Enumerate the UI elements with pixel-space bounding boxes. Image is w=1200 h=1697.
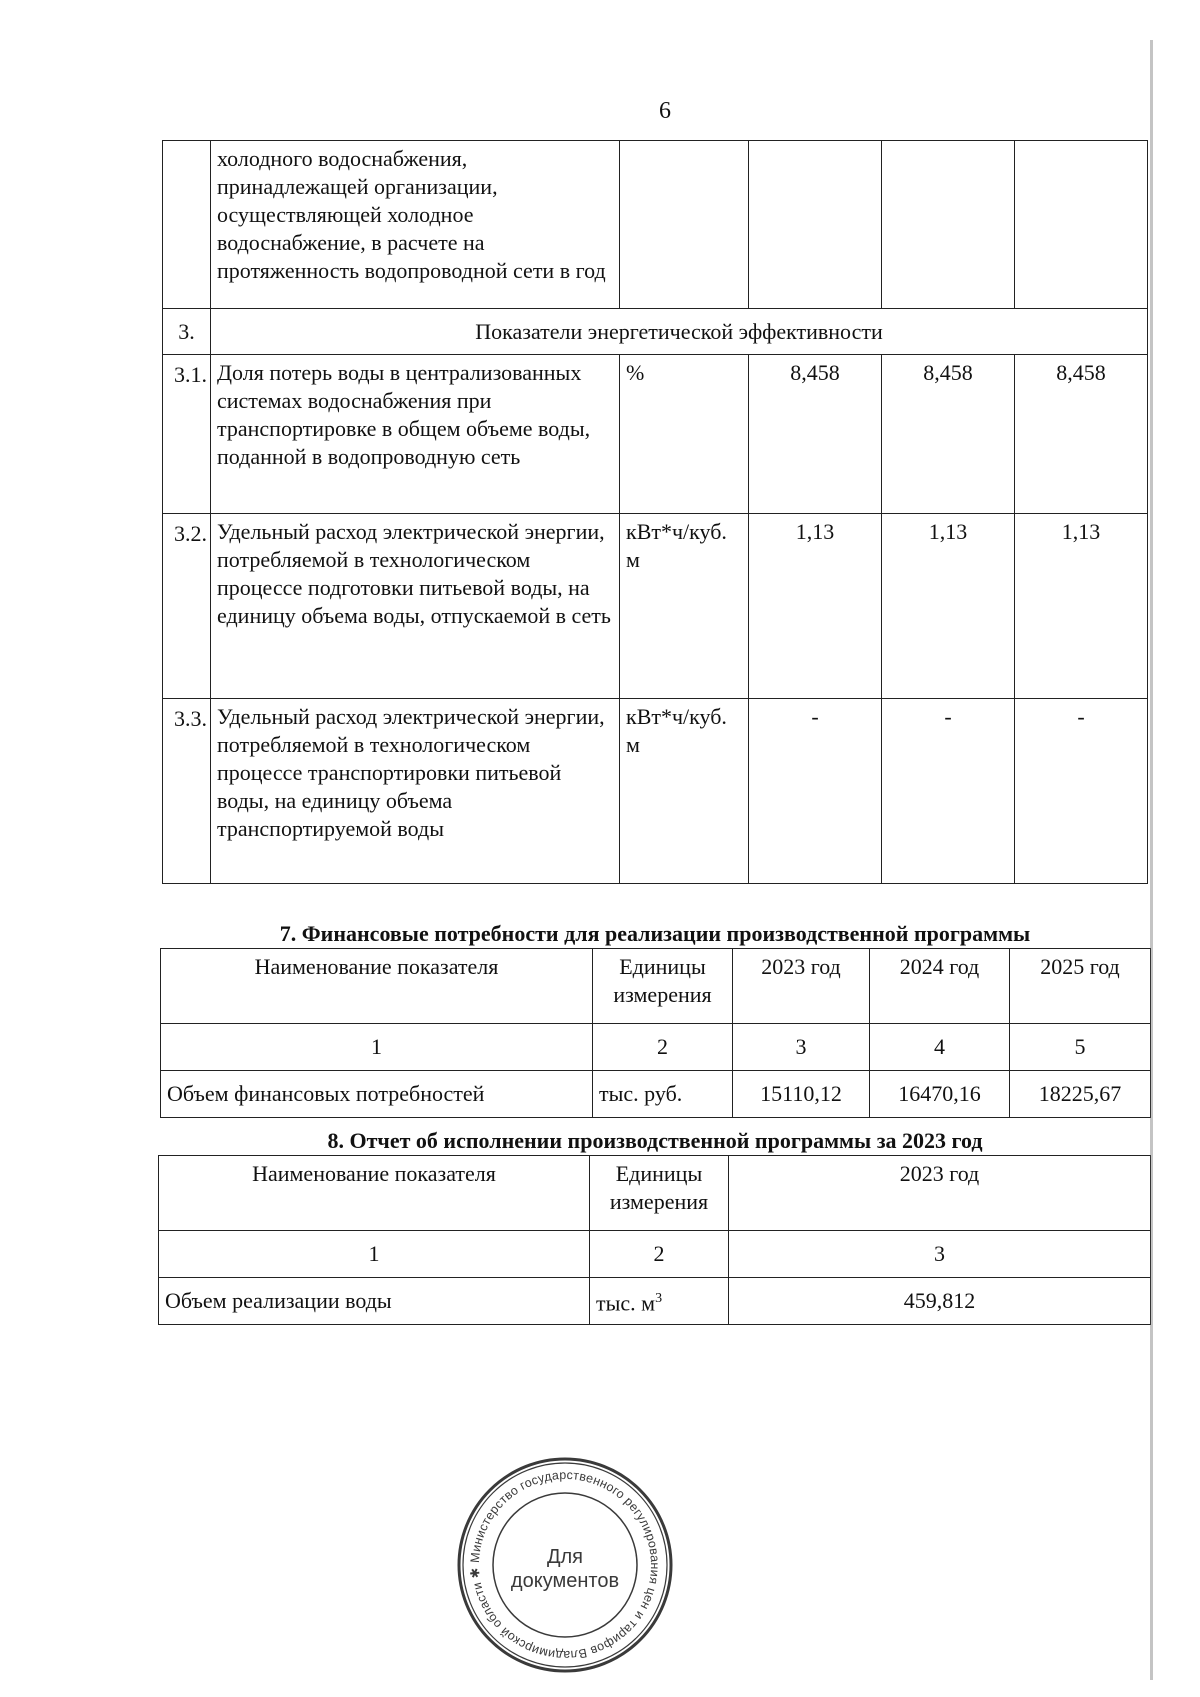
value-2023: 1,13: [749, 514, 882, 699]
stamp-center-line-2: документов: [510, 1570, 620, 1592]
stamp-ring-text: Министерство государственного регулирования цен и тарифов Владимирской области ✱: [467, 1467, 663, 1663]
column-header: Единицы измерения: [590, 1156, 729, 1231]
index-row: [161, 1024, 1151, 1071]
column-index: 2: [593, 1024, 733, 1071]
value-2025: 1,13: [1015, 514, 1148, 699]
column-header: Наименование показателя: [159, 1156, 590, 1231]
table-row: [161, 1071, 1151, 1118]
indicator-unit: %: [620, 355, 749, 514]
row-number: 3.1.: [163, 355, 211, 514]
table-row: [163, 355, 1148, 514]
indicator-unit: кВт*ч/куб. м: [620, 514, 749, 699]
page-edge-line: [1150, 40, 1153, 1680]
table-row: [159, 1278, 1151, 1325]
index-row: [159, 1231, 1151, 1278]
value-2023: 15110,12: [733, 1071, 870, 1118]
financial-needs-table: [160, 948, 1151, 1118]
program-report-table: [158, 1155, 1151, 1325]
column-index: 5: [1010, 1024, 1151, 1071]
value-2025: -: [1015, 699, 1148, 884]
table-row: [163, 699, 1148, 884]
value-2024: 16470,16: [870, 1071, 1010, 1118]
value-2025: 8,458: [1015, 355, 1148, 514]
value-2023: -: [749, 699, 882, 884]
indicator-unit: тыс. руб.: [593, 1071, 733, 1118]
column-index: 1: [161, 1024, 593, 1071]
value-2024: 8,458: [882, 355, 1015, 514]
section-number: 3.: [163, 309, 211, 355]
column-index: 2: [590, 1231, 729, 1278]
section-title: Показатели энергетической эффективности: [211, 309, 1148, 355]
official-stamp: [455, 1455, 675, 1675]
header-row: [161, 949, 1151, 1024]
indicator-name: Доля потерь воды в централизованных системах водоснабжения при транспортировке в общем объеме воды, поданной в водопроводную сеть: [211, 355, 620, 514]
indicators-table: [162, 140, 1148, 884]
page-number: 6: [659, 98, 671, 124]
value-2024: 1,13: [882, 514, 1015, 699]
table-row: [163, 514, 1148, 699]
column-header: Единицы измерения: [593, 949, 733, 1024]
column-index: 3: [733, 1024, 870, 1071]
column-header: 2024 год: [870, 949, 1010, 1024]
column-index: 4: [870, 1024, 1010, 1071]
value-2024: -: [882, 699, 1015, 884]
indicator-unit: кВт*ч/куб. м: [620, 699, 749, 884]
row-number: [163, 141, 211, 309]
value-2023: 8,458: [749, 355, 882, 514]
column-index: 3: [729, 1231, 1151, 1278]
report-value-2023: 459,812: [729, 1278, 1151, 1325]
column-header: Наименование показателя: [161, 949, 593, 1024]
stamp-center-line-1: Для: [546, 1546, 584, 1568]
row-number: 3.2.: [163, 514, 211, 699]
indicator-name: Объем реализации воды: [159, 1278, 590, 1325]
indicator-name: Удельный расход электрической энергии, потребляемой в технологическом процессе транспортировки питьевой воды, на единицу объема транспортируемой воды: [211, 699, 620, 884]
section-row: [163, 309, 1148, 355]
column-header: 2023 год: [733, 949, 870, 1024]
section-7-title: 7. Финансовые потребности для реализации производственной программы: [279, 921, 1031, 946]
indicator-unit: тыс. $м^3$: [590, 1278, 729, 1325]
indicator-name: Удельный расход электрической энергии, потребляемой в технологическом процессе подготовки питьевой воды, на единицу объема воды, отпускаемой в сеть: [211, 514, 620, 699]
column-index: 1: [159, 1231, 590, 1278]
row-number: 3.3.: [163, 699, 211, 884]
indicator-name: холодного водоснабжения, принадлежащей организации, осуществляющей холодное водоснабжение, в расчете на протяженность водопроводной сети в год: [211, 141, 620, 309]
section-8-title: 8. Отчет об исполнении производственной программы за 2023 год: [327, 1128, 983, 1153]
column-header: 2025 год: [1010, 949, 1151, 1024]
indicator-name: Объем финансовых потребностей: [161, 1071, 593, 1118]
continuation-row: [163, 141, 1148, 309]
value-2025: 18225,67: [1010, 1071, 1151, 1118]
header-row: [159, 1156, 1151, 1231]
column-header: 2023 год: [729, 1156, 1151, 1231]
